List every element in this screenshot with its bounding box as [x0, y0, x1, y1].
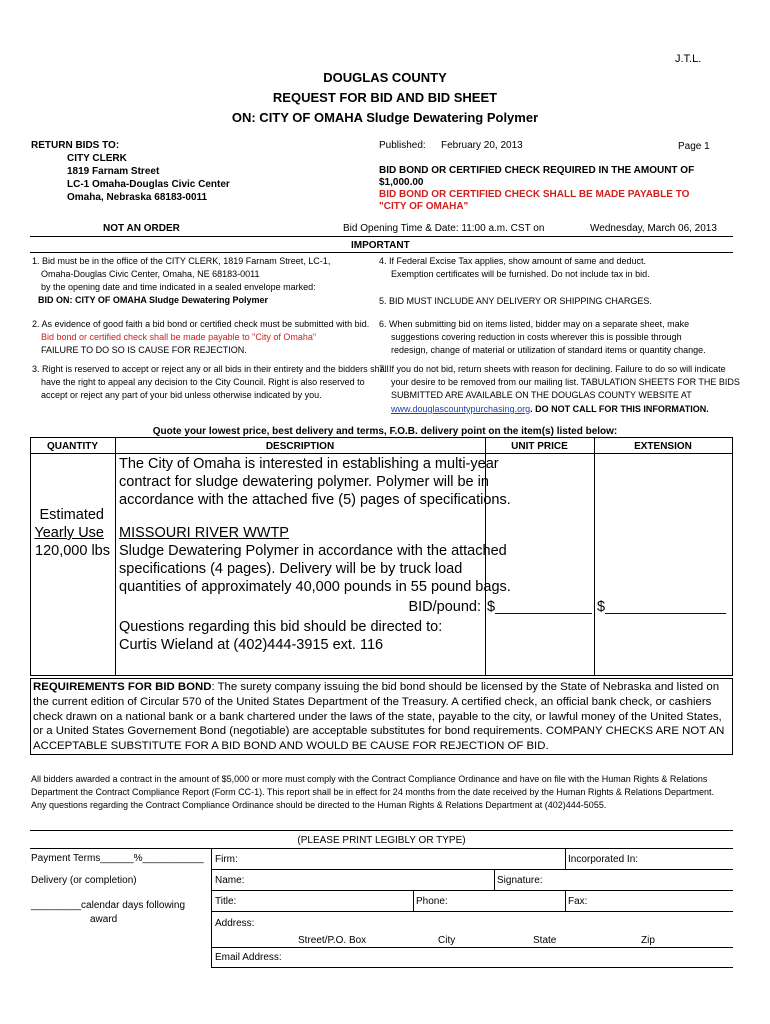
table-top: [30, 437, 733, 438]
page-title: REQUEST FOR BID AND BID SHEET: [272, 90, 498, 105]
instruction-1-bidon: [38, 294, 268, 307]
instruction-1: by the opening date and time indicated in a sealed envelope marked:: [41, 282, 316, 292]
print-note: (PLEASE PRINT LEGIBLY OR TYPE): [297, 835, 466, 846]
unit-price-blank[interactable]: $____________: [487, 599, 592, 615]
on-subject: Sludge Dewatering Polymer: [366, 110, 539, 125]
instruction-7: SUBMITTED ARE AVAILABLE ON THE DOUGLAS COUNTY WEBSITE AT: [391, 390, 692, 400]
requirements-bottom: [30, 754, 733, 755]
return-line: 1819 Farnam Street: [67, 166, 160, 177]
contact: Curtis Wieland at (402)444-3915 ext. 116: [119, 637, 384, 653]
form-line: [211, 869, 733, 870]
quantity-line: Estimated: [39, 507, 104, 523]
requirements-text: : The surety company issuing the bid bond should be licensed by the State of Nebraska and listed on the current edition of Circular 570 of the United States Department of the Treasury. A certified check, an official bank check, or cashiers check drawn on a national bank or a bank chartered under the laws of the state, payable to the city, or lawful money of the United States, or a United States Governement Bond (negotiable) are acceptable substitutes for bond requirements. COMPANY CHECKS ARE NOT AN ACCEPTABLE SUBSTITUTE FOR A BID BOND AND WOULD BE CAUSE FOR REJECTION OF BID.: [33, 681, 725, 753]
quantity-value: 120,000 lbs: [35, 543, 110, 559]
form-divider: [413, 890, 414, 911]
bond-amount: $1,000.00: [379, 177, 424, 188]
do-not-call: . DO NOT CALL FOR THIS INFORMATION.: [530, 404, 709, 414]
instruction-4: Exemption certificates will be furnished. Do not include tax in bid.: [391, 269, 650, 279]
form-line: [30, 848, 733, 849]
item-description: specifications (4 pages). Delivery will be by truck load: [119, 561, 463, 577]
return-bids-label: RETURN BIDS TO:: [31, 140, 120, 151]
form-line: [211, 967, 733, 968]
instruction-7: your desire to be removed from our mailing list. TABULATION SHEETS FOR THE BIDS: [391, 377, 740, 387]
name-field[interactable]: Name:: [215, 875, 245, 886]
instruction-4: 4. If Federal Excise Tax applies, show amount of same and deduct.: [379, 256, 646, 266]
instruction-6: 6. When submitting bid on items listed, bidder may on a separate sheet, make: [379, 319, 690, 329]
initials: J.T.L.: [675, 53, 702, 65]
address-field[interactable]: Address:: [215, 918, 255, 929]
form-line: [211, 890, 733, 891]
instruction-1: 1. Bid must be in the office of the CITY CLERK, 1819 Farnam Street, LC-1,: [32, 256, 331, 266]
return-line: Omaha, Nebraska 68183-0011: [67, 192, 208, 203]
description-intro: accordance with the attached five (5) pages of specifications.: [119, 492, 511, 508]
state-label: State: [533, 935, 557, 946]
instruction-5: 5. BID MUST INCLUDE ANY DELIVERY OR SHIPPING CHARGES.: [379, 296, 652, 306]
form-divider: [565, 890, 566, 911]
instruction-2-red: Bid bond or certified check shall be made payable to "City of Omaha": [41, 332, 317, 342]
phone-field[interactable]: Phone:: [416, 896, 448, 907]
fax-field[interactable]: Fax:: [568, 896, 588, 907]
table-header-bottom: [30, 453, 733, 454]
compliance-text: All bidders awarded a contract in the amount of $5,000 or more must comply with the Contract Compliance Ordinance and have on file with the Human Rights & Relations Department the Contract Compliance Report (Form CC-1). This report shall be in effect for 24 months from the date received by the Human Rights & Relations Department. Any questions regarding the Contract Compliance Ordinance should be directed to the Human Rights & Relations Department at (402)444-5055.: [31, 774, 714, 810]
form-top: [30, 830, 733, 831]
website-link[interactable]: www.douglascountypurchasing.org: [391, 404, 531, 414]
bidon-label: BID ON: CITY OF OMAHA: [38, 295, 147, 305]
requirements-border: [30, 678, 31, 755]
return-line: LC-1 Omaha-Douglas Civic Center: [67, 179, 230, 190]
instruction-7: 7. If you do not bid, return sheets with reason for declining. Failure to do so will indicate: [379, 364, 726, 374]
opening-date: Wednesday, March 06, 2013: [590, 223, 717, 234]
county-title: DOUGLAS COUNTY: [323, 70, 447, 85]
instruction-7-link-line: [391, 403, 709, 416]
zip-label: Zip: [641, 935, 655, 946]
header-unit-price: UNIT PRICE: [511, 441, 568, 452]
requirements-block: [33, 680, 730, 754]
header-quantity: QUANTITY: [46, 441, 99, 452]
instruction-3: have the right to appeal any decision to the City Council. Right is also reserved to: [41, 377, 365, 387]
quote-line: Quote your lowest price, best delivery and terms, F.O.B. delivery point on the item(s) listed below:: [152, 426, 618, 437]
description-intro: The City of Omaha is interested in establishing a multi-year: [119, 456, 499, 472]
payment-terms-field[interactable]: Payment Terms______%___________: [31, 853, 204, 864]
requirements-top: [30, 678, 733, 679]
extension-blank[interactable]: $_______________: [597, 599, 727, 615]
form-divider: [211, 848, 212, 967]
divider: [30, 252, 733, 253]
location: MISSOURI RIVER WWTP: [119, 525, 289, 541]
instruction-6: suggestions covering reduction in costs wherever this is possible through: [391, 332, 682, 342]
description-intro: contract for sludge dewatering polymer. Polymer will be in: [119, 474, 489, 490]
published-label: Published:: [379, 140, 426, 151]
item-description: Sludge Dewatering Polymer in accordance with the attached: [119, 543, 507, 559]
form-line: [211, 911, 733, 912]
published-date: February 20, 2013: [441, 140, 523, 151]
return-line: CITY CLERK: [67, 153, 127, 164]
instruction-2: 2. As evidence of good faith a bid bond or certified check must be submitted with bid.: [32, 319, 370, 329]
not-an-order: NOT AN ORDER: [103, 223, 180, 234]
form-divider: [494, 869, 495, 890]
item-description: quantities of approximately 40,000 pounds in 55 pound bags.: [119, 579, 511, 595]
firm-field[interactable]: Firm:: [215, 854, 238, 865]
opening-label: Bid Opening Time & Date: 11:00 a.m. CST on: [343, 223, 545, 234]
calendar-days-field[interactable]: _________calendar days following: [31, 900, 186, 911]
quantity-line: Yearly Use: [34, 525, 104, 541]
form-divider: [565, 848, 566, 869]
instruction-3: accept or reject any part of your bid unless otherwise indicated by you.: [41, 390, 322, 400]
email-field[interactable]: Email Address:: [215, 952, 282, 963]
questions: Questions regarding this bid should be directed to:: [119, 619, 443, 635]
table-border: [732, 437, 733, 675]
header-description: DESCRIPTION: [265, 441, 335, 452]
title-field[interactable]: Title:: [215, 896, 237, 907]
table-bottom: [30, 675, 733, 676]
bid-per-pound-label: BID/pound:: [408, 599, 481, 615]
incorporated-field[interactable]: Incorporated In:: [568, 854, 639, 865]
bond-payable: BID BOND OR CERTIFIED CHECK SHALL BE MADE PAYABLE TO: [379, 189, 690, 200]
page-number: Page 1: [678, 141, 710, 152]
form-line: [211, 947, 733, 948]
divider: [30, 236, 733, 237]
instruction-2-fail: FAILURE TO DO SO IS CAUSE FOR REJECTION.: [41, 345, 247, 355]
bid-subject: [0, 110, 770, 125]
table-border: [594, 437, 595, 675]
award-label: award: [90, 914, 118, 925]
on-prefix: ON: CITY OF OMAHA: [231, 110, 363, 125]
delivery-label: Delivery (or completion): [31, 875, 137, 886]
bidon-subject: Sludge Dewatering Polymer: [149, 295, 269, 305]
requirements-border: [732, 678, 733, 755]
instruction-1: Omaha-Douglas Civic Center, Omaha, NE 68183-0011: [41, 269, 260, 279]
header-extension: EXTENSION: [634, 441, 692, 452]
table-border: [115, 437, 116, 675]
street-label: Street/P.O. Box: [298, 935, 367, 946]
instruction-6: redesign, change of material or utilization of standard items or quantity change.: [391, 345, 706, 355]
signature-field[interactable]: Signature:: [497, 875, 543, 886]
bond-payable-to: "CITY OF OMAHA": [379, 201, 469, 212]
city-label: City: [438, 935, 456, 946]
important-heading: IMPORTANT: [351, 240, 410, 251]
bond-required: BID BOND OR CERTIFIED CHECK REQUIRED IN THE AMOUNT OF: [379, 165, 695, 176]
instruction-3: 3. Right is reserved to accept or reject any or all bids in their entirety and the bidders shall: [32, 364, 389, 374]
requirements-label: REQUIREMENTS FOR BID BOND: [33, 681, 212, 693]
